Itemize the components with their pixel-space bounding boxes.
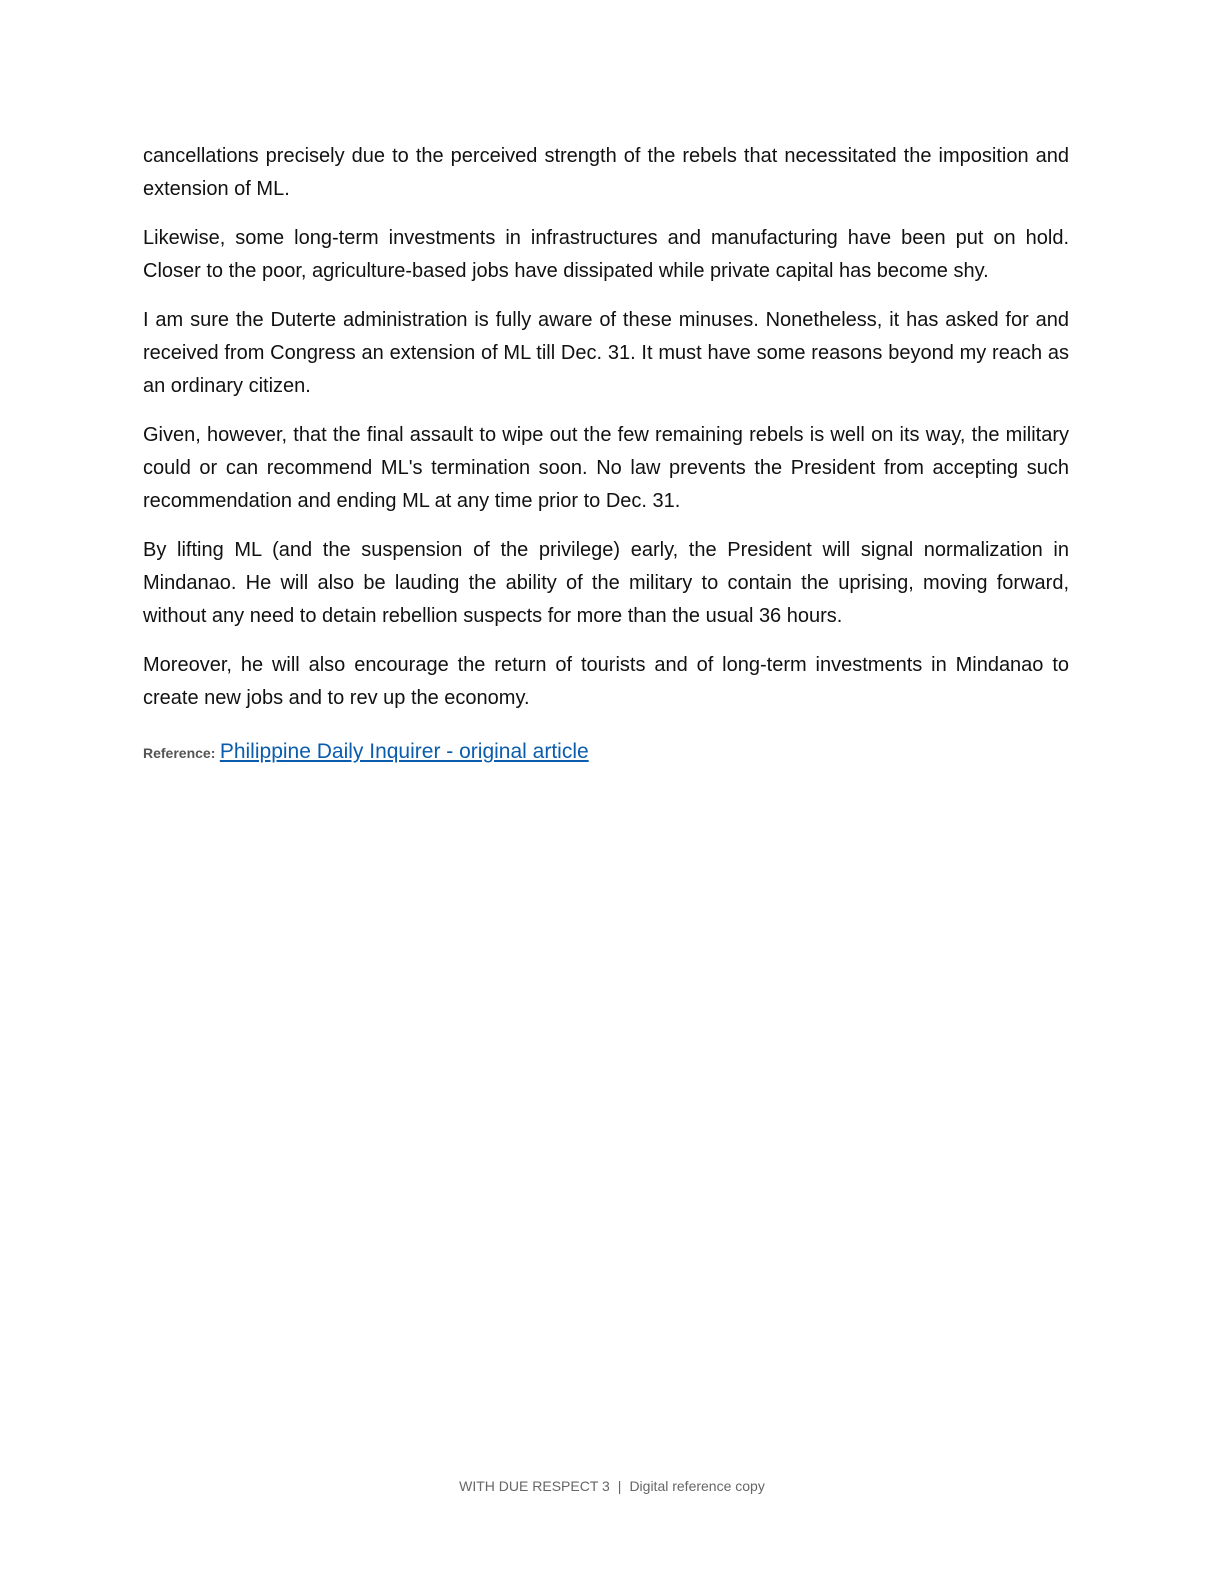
footer-note: Digital reference copy [629, 1478, 765, 1494]
document-body [143, 140, 1069, 769]
paragraph-6: Moreover, he will also encourage the return of tourists and of long-term investments in Mindanao to create new jobs and to rev up the economy. [143, 654, 1069, 709]
paragraph-3: I am sure the Duterte administration is fully aware of these minuses. Nonetheless, it has asked for and received from Congress an extension of ML till Dec. 31. It must have some reasons beyond my reach as an ordinary citizen. [143, 309, 1069, 397]
paragraph-2: Likewise, some long-term investments in infrastructures and manufacturing have been put on hold. Closer to the poor, agriculture-based jobs have dissipated while private capital has become shy. [143, 227, 1069, 282]
paragraph-4: Given, however, that the final assault to wipe out the few remaining rebels is well on its way, the military could or can recommend ML's termination soon. No law prevents the President from accepting such recommendation and ending ML at any time prior to Dec. 31. [143, 424, 1069, 512]
paragraph-1: cancellations precisely due to the perceived strength of the rebels that necessitated the imposition and extension of ML. [143, 145, 1069, 200]
reference-link[interactable]: Philippine Daily Inquirer - original article [219, 740, 589, 763]
reference-label: Reference: [143, 745, 216, 761]
footer-separator: | [617, 1478, 622, 1494]
reference-line [143, 737, 1069, 769]
page-footer [0, 1478, 1224, 1494]
paragraph-5: By lifting ML (and the suspension of the privilege) early, the President will signal normalization in Mindanao. He will also be lauding the ability of the military to contain the uprising, moving forward, without any need to detain rebellion suspects for more than the usual 36 hours. [143, 539, 1069, 627]
footer-title: WITH DUE RESPECT 3 [459, 1478, 610, 1494]
